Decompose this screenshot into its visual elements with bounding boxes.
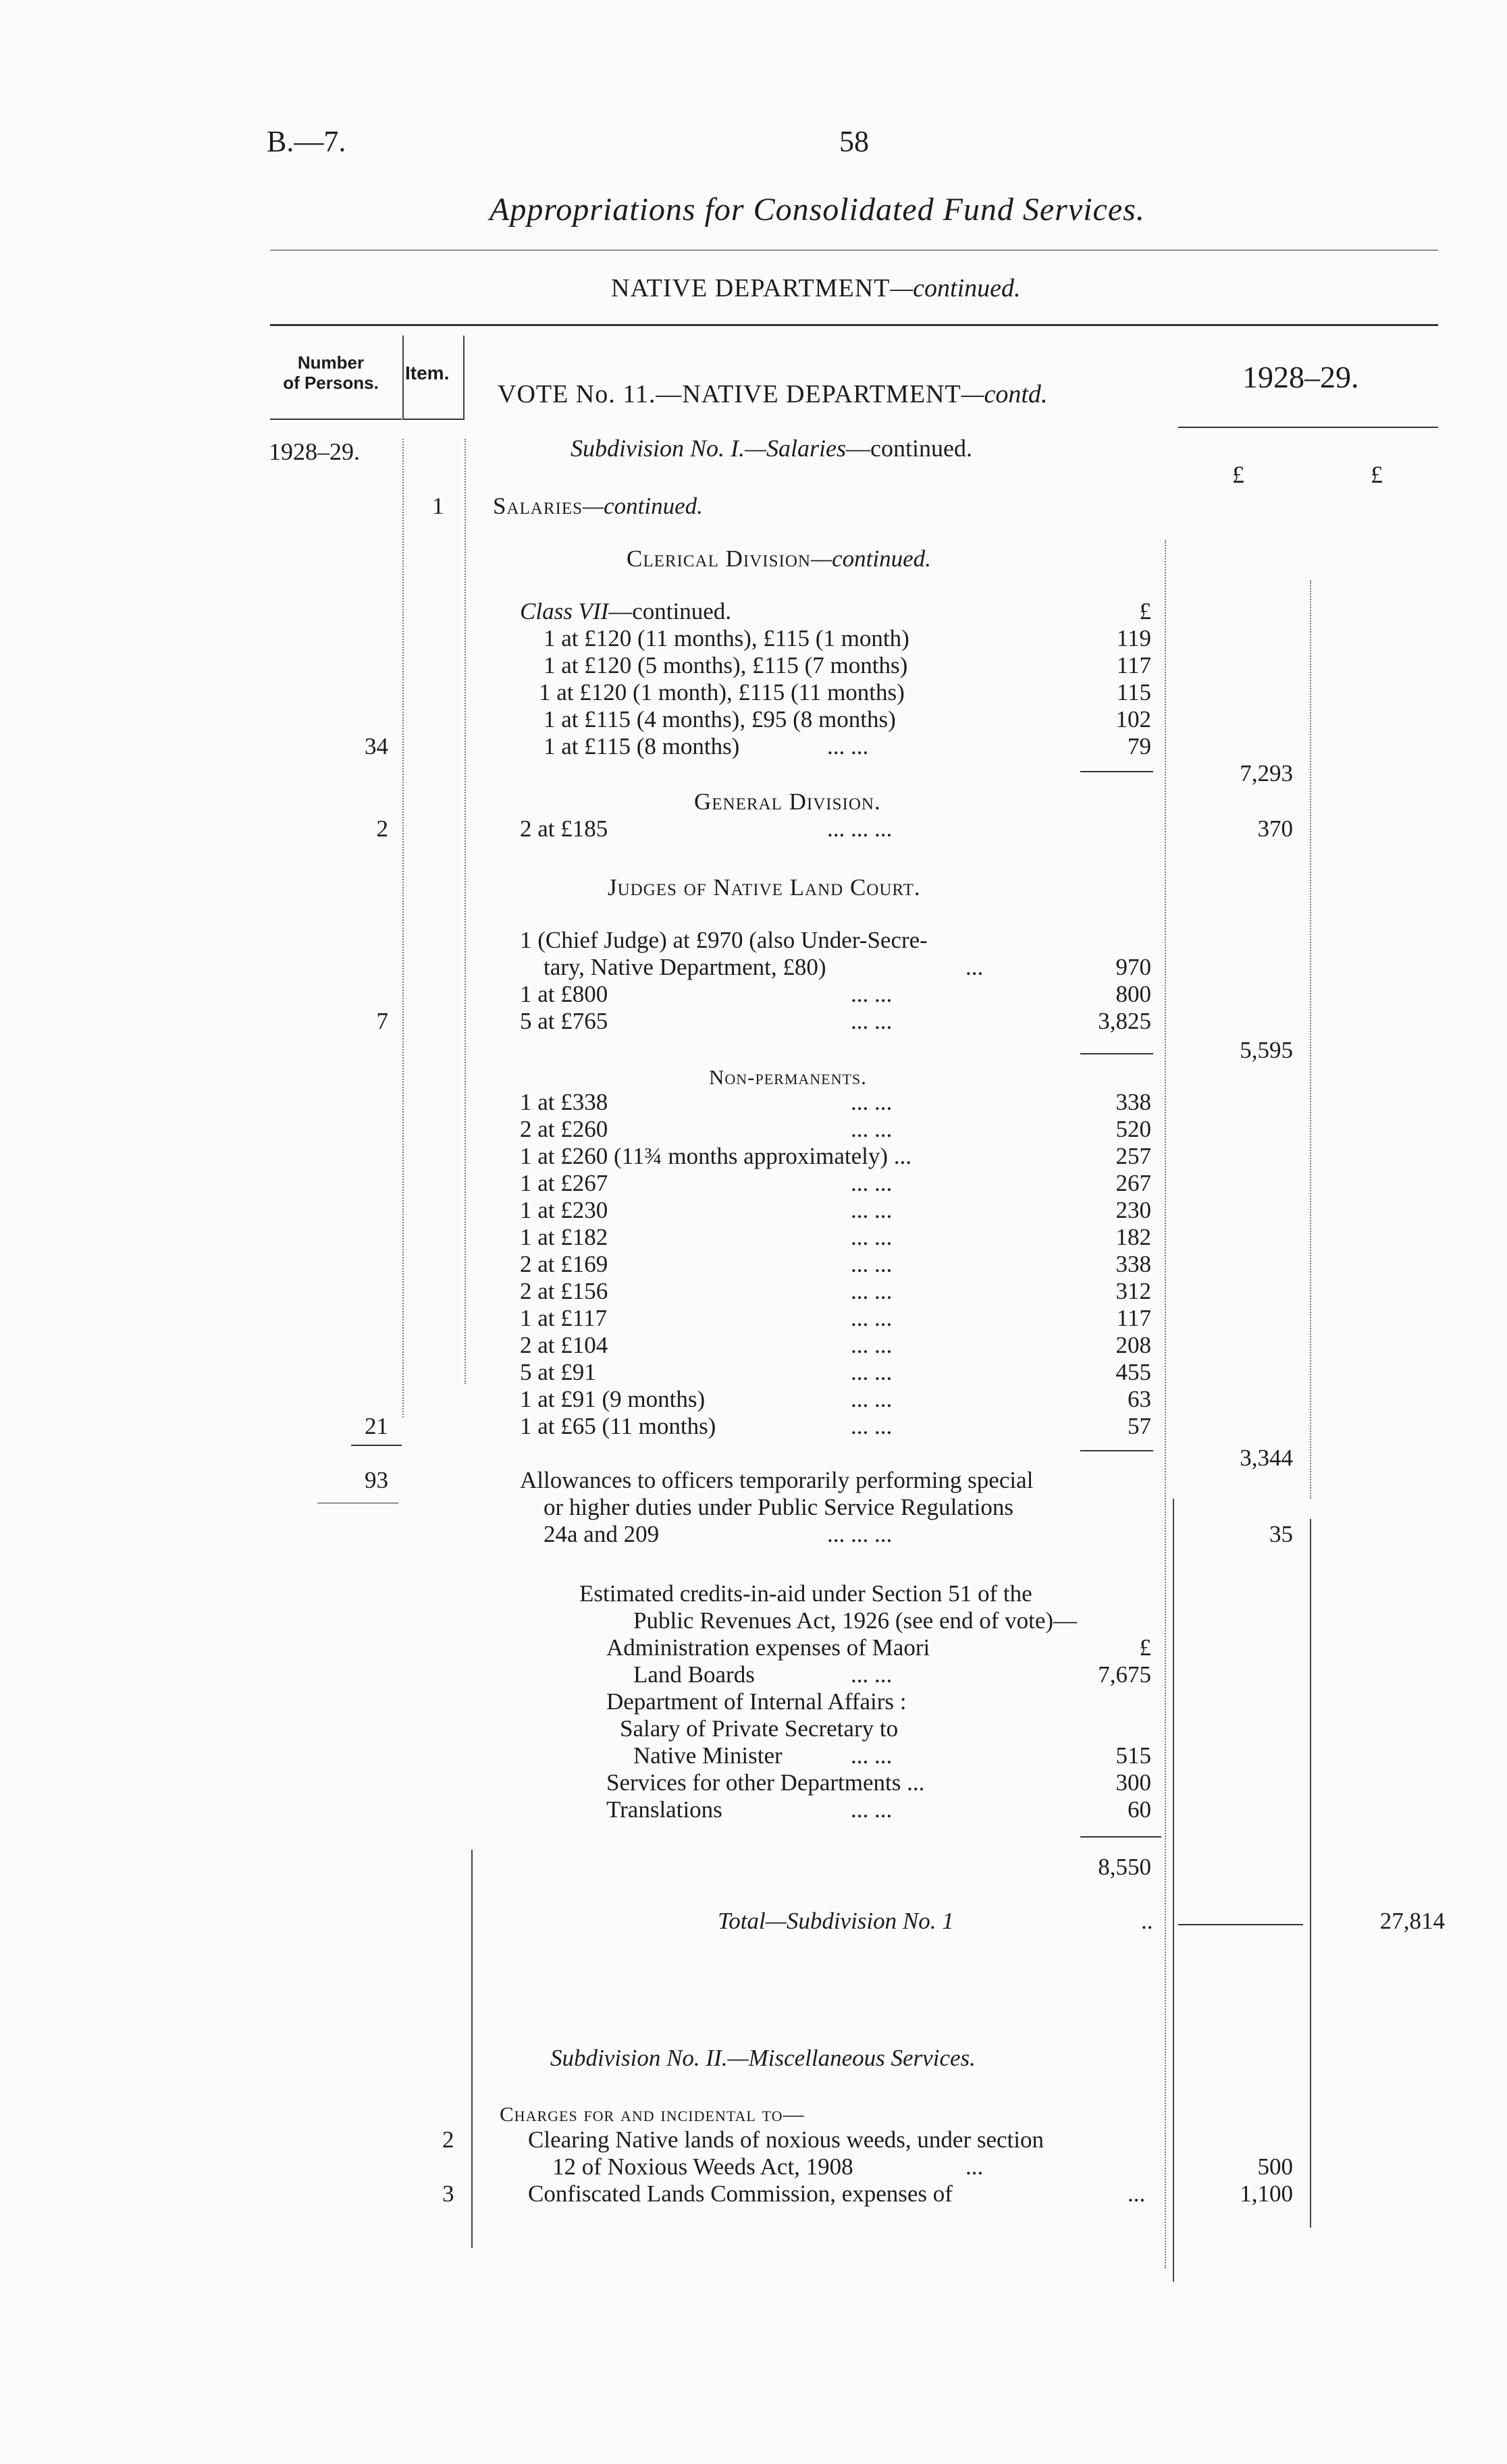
credits-admin-line-1: Administration expenses of Maori: [606, 1634, 930, 1661]
credits-internal-line-2: Salary of Private Secretary to: [620, 1715, 899, 1742]
misc-item-number: 3: [442, 2180, 454, 2207]
pound-header-2: £: [1371, 461, 1383, 488]
allowances-line-3: 24a and 209: [544, 1521, 660, 1547]
charges-heading: Charges for and incidental to—: [500, 2102, 805, 2126]
clerical-label: Clerical Division: [627, 545, 811, 572]
non-permanent-row-desc: 2 at £156: [520, 1278, 608, 1304]
credits-admin-line-2: Land Boards: [633, 1661, 755, 1688]
col-header-persons-line2: of Persons.: [283, 373, 379, 393]
misc-item-line-1: Clearing Native lands of noxious weeds, under section: [528, 2126, 1044, 2153]
non-permanent-row-dots: ... ...: [851, 1386, 893, 1412]
misc-item-line-2: 12 of Noxious Weeds Act, 1908: [552, 2153, 853, 2180]
judges-row-desc: 5 at £765: [520, 1008, 608, 1034]
non-permanent-row-amount: 257: [1115, 1143, 1151, 1169]
subdivision-1-heading-italic: Subdivision No. I.—Salaries: [571, 435, 847, 462]
credits-admin-amount: 7,675: [1098, 1661, 1151, 1688]
non-permanent-row-amount: 338: [1115, 1251, 1151, 1277]
non-permanent-row-desc: 1 at £230: [520, 1197, 608, 1223]
vote-title-italic: —contd.: [961, 380, 1048, 408]
credits-pound-sign: £: [1139, 1634, 1151, 1661]
non-permanent-row-amount: 117: [1116, 1305, 1151, 1331]
col-header-item: Item.: [405, 363, 450, 383]
judges-heading: Judges of Native Land Court.: [608, 874, 921, 901]
non-permanents-sum-rule: [1080, 1450, 1153, 1451]
page-number: 58: [839, 125, 869, 158]
non-permanent-row-dots: ... ...: [851, 1359, 893, 1385]
credits-services-amount: 300: [1115, 1769, 1151, 1796]
judges-total: 5,595: [1240, 1037, 1293, 1063]
class-vii-persons: 34: [365, 733, 388, 759]
allowances-line-1: Allowances to officers temporarily performing special: [520, 1467, 1034, 1493]
non-permanent-row-dots: ... ...: [851, 1170, 893, 1196]
non-permanent-row-desc: 2 at £169: [520, 1251, 608, 1277]
persons-grand-total: 93: [365, 1467, 388, 1493]
judges-persons: 7: [376, 1008, 388, 1034]
non-permanent-row-amount: 267: [1115, 1170, 1151, 1196]
credits-total: 8,550: [1098, 1854, 1151, 1880]
item-column-rule-dotted: [465, 439, 466, 1384]
non-permanent-row-desc: 5 at £91: [520, 1359, 596, 1385]
amount-column-rule: [1165, 540, 1166, 2268]
non-permanent-row-dots: ... ...: [851, 1413, 893, 1439]
class-vii-row-desc: 1 at £115 (4 months), £95 (8 months): [544, 706, 896, 732]
non-permanent-row-dots: ... ...: [851, 1305, 893, 1331]
class-vii-row-amount: 119: [1116, 625, 1151, 651]
clerical-heading: [627, 545, 931, 572]
subdivision-1-heading: [571, 434, 972, 462]
non-permanent-row-desc: 2 at £260: [520, 1116, 608, 1142]
col-header-persons-line1: Number: [297, 352, 365, 373]
misc-item-dots: ...: [1128, 2180, 1146, 2207]
judges-amount: 970: [1115, 954, 1151, 980]
credits-internal-line-3: Native Minister: [633, 1742, 783, 1769]
vote-title: [498, 379, 1047, 409]
judges-sum-rule: [1080, 1053, 1153, 1054]
credits-internal-line-1: Department of Internal Affairs :: [606, 1688, 907, 1715]
section-title-plain: NATIVE DEPARTMENT: [611, 274, 891, 302]
persons-header-rule: [270, 419, 402, 420]
persons-column-rule-dotted: [402, 439, 404, 1418]
subtotal-dots: ..: [1141, 1908, 1153, 1934]
class-vii-row-amount: 79: [1128, 733, 1151, 759]
non-permanent-row-desc: 1 at £260 (11¾ months approximately) ...: [520, 1143, 911, 1169]
pound-header-1: £: [1232, 461, 1244, 488]
non-permanent-row-amount: 230: [1115, 1197, 1151, 1223]
col-header-persons: [267, 352, 395, 393]
non-permanent-row-dots: ... ...: [851, 1251, 893, 1277]
judges-row-dots: ... ...: [851, 1008, 893, 1034]
year-header-rule: [1178, 427, 1438, 428]
non-permanent-row-dots: ... ...: [851, 1278, 893, 1304]
general-division-total: 370: [1257, 815, 1293, 842]
allowances-dots: ... ... ...: [827, 1521, 893, 1547]
credits-sum-rule: [1080, 1836, 1161, 1838]
class-vii-row-desc: 1 at £120 (1 month), £115 (11 months): [539, 679, 905, 705]
class-vii-total: 7,293: [1240, 760, 1293, 786]
non-permanent-row-desc: 1 at £267: [520, 1170, 608, 1196]
non-permanent-row-desc: 1 at £65 (11 months): [520, 1413, 716, 1439]
non-permanent-row-amount: 312: [1115, 1278, 1151, 1304]
class-vii-sum-rule: [1080, 771, 1153, 772]
salaries-heading: [493, 493, 703, 520]
non-permanent-row-amount: 63: [1128, 1386, 1151, 1412]
class-vii-row-desc: 1 at £115 (8 months): [544, 733, 740, 759]
misc-item-amount: 500: [1257, 2153, 1293, 2180]
col-header-year: 1928–29.: [1242, 360, 1359, 394]
general-division-persons: 2: [376, 815, 388, 842]
general-division-dots: ... ... ...: [827, 815, 893, 842]
judges-row-amount: 3,825: [1098, 1008, 1151, 1034]
class-vii-row-dots: ... ...: [827, 733, 869, 759]
allowances-amount: 35: [1269, 1521, 1293, 1547]
document-ref: B.—7.: [267, 125, 346, 158]
section-title: [611, 273, 1021, 303]
year-left-label: 1928–29.: [269, 438, 360, 465]
salaries-italic: —continued.: [583, 493, 703, 519]
persons-sum-rule: [351, 1445, 402, 1446]
non-permanent-row-dots: ... ...: [851, 1197, 893, 1223]
non-permanent-row-dots: ... ...: [851, 1224, 893, 1250]
class-vii-row-amount: 117: [1116, 652, 1151, 678]
non-permanent-row-desc: 1 at £338: [520, 1089, 608, 1115]
non-permanent-row-amount: 208: [1115, 1332, 1151, 1358]
misc-item-dots: ...: [966, 2153, 984, 2180]
class-vii-heading-plain: —continued.: [608, 598, 732, 624]
subdivision-2-heading: Subdivision No. II.—Miscellaneous Services.: [550, 2045, 976, 2071]
table-top-rule: [270, 324, 1438, 326]
credits-translations-amount: 60: [1128, 1796, 1151, 1823]
judges-row-amount: 800: [1115, 981, 1151, 1007]
subtotal-label: Total—Subdivision No. 1: [718, 1908, 954, 1934]
item-number-1: 1: [432, 493, 444, 519]
item-header-rule: [402, 419, 463, 420]
non-permanent-row-desc: 1 at £182: [520, 1224, 608, 1250]
credits-translations: Translations: [606, 1796, 722, 1823]
subdivision-1-heading-plain: —continued.: [846, 435, 972, 462]
credits-line-2: Public Revenues Act, 1926 (see end of vote)—: [633, 1607, 1078, 1634]
credits-translations-dots: ... ...: [851, 1796, 893, 1823]
credits-internal-dots: ... ...: [851, 1742, 893, 1769]
non-permanent-row-dots: ... ...: [851, 1089, 893, 1115]
persons-column-rule: [402, 336, 404, 420]
subtotal-rule: [1178, 1924, 1303, 1925]
non-permanent-row-amount: 455: [1115, 1359, 1151, 1385]
non-permanent-row-desc: 2 at £104: [520, 1332, 608, 1358]
non-permanent-row-dots: ... ...: [851, 1332, 893, 1358]
class-vii-heading-italic: Class VII: [520, 598, 609, 624]
misc-item-number: 2: [442, 2126, 454, 2153]
class-vii-pound-sign: £: [1139, 598, 1151, 624]
clerical-italic: —continued.: [810, 545, 931, 572]
non-permanent-row-desc: 1 at £117: [520, 1305, 607, 1331]
non-permanents-heading: Non-permanents.: [709, 1065, 867, 1089]
general-division-desc: 2 at £185: [520, 815, 608, 842]
class-vii-row-desc: 1 at £120 (5 months), £115 (7 months): [544, 652, 908, 678]
amount-column-rule-lower: [1173, 1499, 1174, 2282]
judges-line-2: tary, Native Department, £80): [544, 954, 826, 980]
credits-internal-amount: 515: [1115, 1742, 1151, 1769]
misc-item-line-1: Confiscated Lands Commission, expenses of: [528, 2180, 953, 2207]
non-permanents-persons: 21: [365, 1413, 388, 1439]
non-permanent-row-amount: 338: [1115, 1089, 1151, 1115]
class-vii-row-desc: 1 at £120 (11 months), £115 (1 month): [544, 625, 909, 651]
class-vii-heading: [520, 598, 731, 625]
non-permanent-row-amount: 182: [1115, 1224, 1151, 1250]
judges-row-desc: 1 at £800: [520, 981, 608, 1007]
salaries-label: Salaries: [493, 493, 583, 519]
general-division-heading: General Division.: [694, 788, 881, 815]
non-permanents-total: 3,344: [1240, 1445, 1293, 1471]
section-title-italic: —continued.: [890, 274, 1021, 302]
credits-services: Services for other Departments ...: [606, 1769, 925, 1796]
judges-row-dots: ... ...: [851, 981, 893, 1007]
non-permanent-row-amount: 520: [1115, 1116, 1151, 1142]
class-vii-row-amount: 115: [1116, 679, 1151, 705]
non-permanent-row-dots: ... ...: [851, 1116, 893, 1142]
non-permanent-row-desc: 1 at £91 (9 months): [520, 1386, 706, 1412]
class-vii-row-amount: 102: [1115, 706, 1151, 732]
item-column-rule: [463, 336, 465, 420]
credits-admin-dots: ... ...: [851, 1661, 893, 1688]
subtotal-amount: 27,814: [1379, 1908, 1445, 1934]
total-column-rule: [1310, 581, 1311, 1499]
item-column-rule-lower: [471, 1850, 473, 2248]
page-title: Appropriations for Consolidated Fund Services.: [490, 192, 1145, 227]
judges-line-2-dots: ...: [966, 954, 984, 980]
misc-item-amount: 1,100: [1240, 2180, 1293, 2207]
non-permanent-row-amount: 57: [1128, 1413, 1151, 1439]
allowances-line-2: or higher duties under Public Service Regulations: [544, 1494, 1013, 1520]
judges-line-1: 1 (Chief Judge) at £970 (also Under-Secre-: [520, 927, 928, 953]
total-column-rule-lower: [1310, 1519, 1311, 2228]
vote-title-plain: VOTE No. 11.—NATIVE DEPARTMENT: [498, 380, 961, 408]
credits-line-1: Estimated credits-in-aid under Section 51 of the: [579, 1580, 1032, 1607]
